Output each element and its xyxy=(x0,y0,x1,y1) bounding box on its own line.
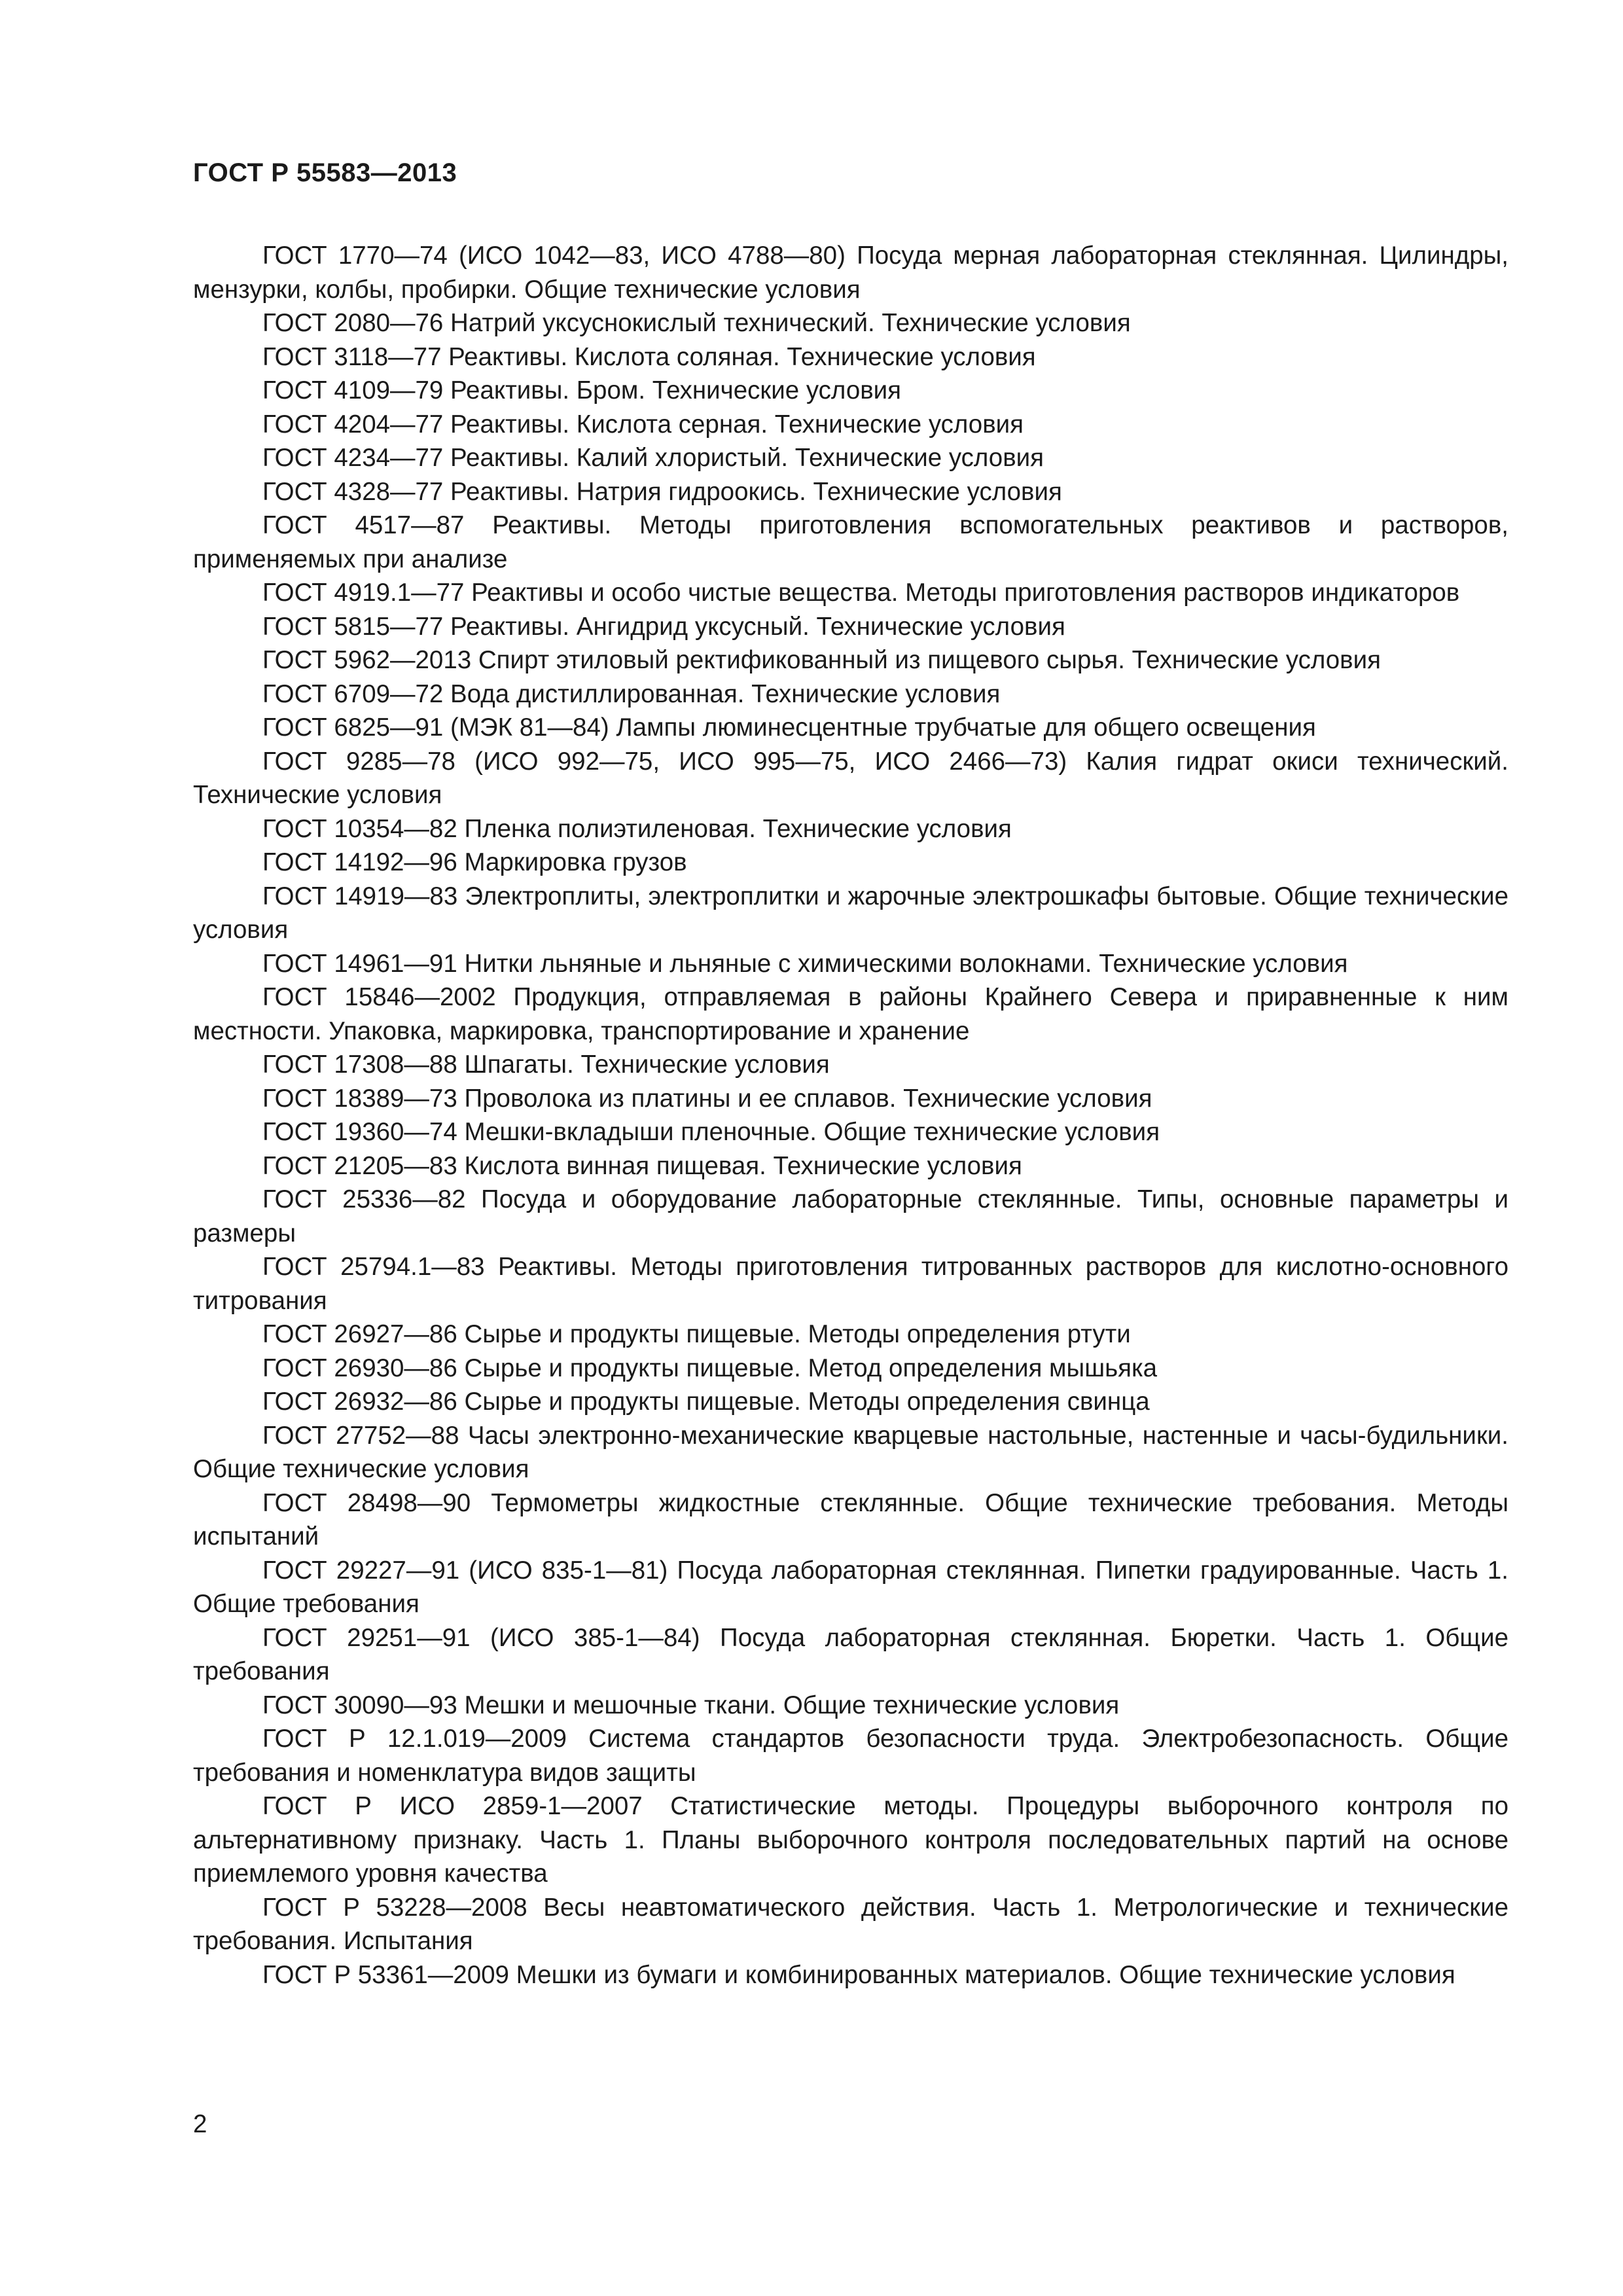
page-number: 2 xyxy=(193,2110,207,2138)
reference-entry: ГОСТ 19360—74 Мешки-вкладыши пленочные. Общие технические условия xyxy=(262,1118,1160,1146)
reference-entry: ГОСТ 17308—88 Шпагаты. Технические условия xyxy=(262,1050,830,1079)
reference-entry: ГОСТ Р 53228—2008 Весы неавтоматического действия. Часть 1. Метрологические и технические требования. Испытания xyxy=(193,1893,1508,1955)
reference-entry: ГОСТ 26932—86 Сырье и продукты пищевые. Методы определения свинца xyxy=(262,1388,1150,1416)
reference-entry: ГОСТ 26927—86 Сырье и продукты пищевые. Методы определения ртути xyxy=(262,1320,1131,1348)
reference-entry: ГОСТ 4328—77 Реактивы. Натрия гидроокись. Технические условия xyxy=(262,477,1062,506)
reference-entry: ГОСТ 14919—83 Электроплиты, электроплитки и жарочные электрошкафы бытовые. Общие технические условия xyxy=(193,882,1508,944)
reference-entry: ГОСТ 25336—82 Посуда и оборудование лабораторные стеклянные. Типы, основные параметры и размеры xyxy=(193,1185,1508,1247)
reference-entry: ГОСТ 6825—91 (МЭК 81—84) Лампы люминесцентные трубчатые для общего освещения xyxy=(262,713,1316,742)
reference-entry: ГОСТ 4204—77 Реактивы. Кислота серная. Технические условия xyxy=(262,410,1024,439)
reference-entry: ГОСТ 9285—78 (ИСО 992—75, ИСО 995—75, ИСО 2466—73) Калия гидрат окиси технический. Технические условия xyxy=(193,747,1508,809)
reference-entry: ГОСТ 2080—76 Натрий уксуснокислый технический. Технические условия xyxy=(262,309,1131,337)
reference-entry: ГОСТ 28498—90 Термометры жидкостные стеклянные. Общие технические требования. Методы испытаний xyxy=(193,1488,1508,1551)
reference-entry: ГОСТ 14192—96 Маркировка грузов xyxy=(262,848,687,876)
reference-entry: ГОСТ 5815—77 Реактивы. Ангидрид уксусный. Технические условия xyxy=(262,612,1065,641)
reference-entry: ГОСТ 4919.1—77 Реактивы и особо чистые вещества. Методы приготовления растворов индикаторов xyxy=(262,579,1460,607)
reference-entry: ГОСТ 10354—82 Пленка полиэтиленовая. Технические условия xyxy=(262,814,1012,843)
reference-entry: ГОСТ 26930—86 Сырье и продукты пищевые. Метод определения мышьяка xyxy=(262,1354,1158,1382)
reference-entry: ГОСТ 1770—74 (ИСО 1042—83, ИСО 4788—80) Посуда мерная лабораторная стеклянная. Цилиндры, мензурки, колбы, пробирки. Общие технические условия xyxy=(193,242,1508,304)
reference-entry: ГОСТ Р 12.1.019—2009 Система стандартов безопасности труда. Электробезопасность. Общие требования и номенклатура видов защиты xyxy=(193,1725,1508,1787)
reference-entry: ГОСТ 30090—93 Мешки и мешочные ткани. Общие технические условия xyxy=(262,1691,1120,1719)
reference-entry: ГОСТ 5962—2013 Спирт этиловый ректификованный из пищевого сырья. Технические условия xyxy=(262,646,1381,674)
reference-entry: ГОСТ 4234—77 Реактивы. Калий хлористый. Технические условия xyxy=(262,444,1044,472)
reference-entry: ГОСТ Р 53361—2009 Мешки из бумаги и комбинированных материалов. Общие технические условия xyxy=(262,1960,1455,1989)
reference-entry: ГОСТ 6709—72 Вода дистиллированная. Технические условия xyxy=(262,679,1001,708)
reference-entry: ГОСТ 14961—91 Нитки льняные и льняные с химическими волокнами. Технические условия xyxy=(262,949,1348,978)
reference-entry: ГОСТ 4517—87 Реактивы. Методы приготовления вспомогательных реактивов и растворов, применяемых при анализе xyxy=(193,511,1508,573)
reference-entry: ГОСТ 21205—83 Кислота винная пищевая. Технические условия xyxy=(262,1151,1022,1180)
standard-id-header: ГОСТ Р 55583—2013 xyxy=(193,158,457,187)
reference-entry: ГОСТ Р ИСО 2859-1—2007 Статистические методы. Процедуры выборочного контроля по альтернативному признаку. Часть 1. Планы выборочного контроля последовательных партий на основе приемлемого уровня качества xyxy=(193,1792,1508,1888)
reference-entry: ГОСТ 29251—91 (ИСО 385-1—84) Посуда лабораторная стеклянная. Бюретки. Часть 1. Общие требования xyxy=(193,1623,1508,1685)
reference-entry: ГОСТ 25794.1—83 Реактивы. Методы приготовления титрованных растворов для кислотно-основного титрования xyxy=(193,1253,1508,1315)
normative-references-list xyxy=(193,239,1508,1992)
reference-entry: ГОСТ 3118—77 Реактивы. Кислота соляная. Технические условия xyxy=(262,342,1036,371)
reference-entry: ГОСТ 29227—91 (ИСО 835-1—81) Посуда лабораторная стеклянная. Пипетки градуированные. Часть 1. Общие требования xyxy=(193,1556,1508,1618)
reference-entry: ГОСТ 18389—73 Проволока из платины и ее сплавов. Технические условия xyxy=(262,1084,1152,1113)
reference-entry: ГОСТ 27752—88 Часы электронно-механические кварцевые настольные, настенные и часы-будильники. Общие технические условия xyxy=(193,1421,1508,1483)
reference-entry: ГОСТ 4109—79 Реактивы. Бром. Технические условия xyxy=(262,376,902,404)
reference-entry: ГОСТ 15846—2002 Продукция, отправляемая в районы Крайнего Севера и приравненные к ним местности. Упаковка, маркировка, транспортирование и хранение xyxy=(193,983,1508,1045)
